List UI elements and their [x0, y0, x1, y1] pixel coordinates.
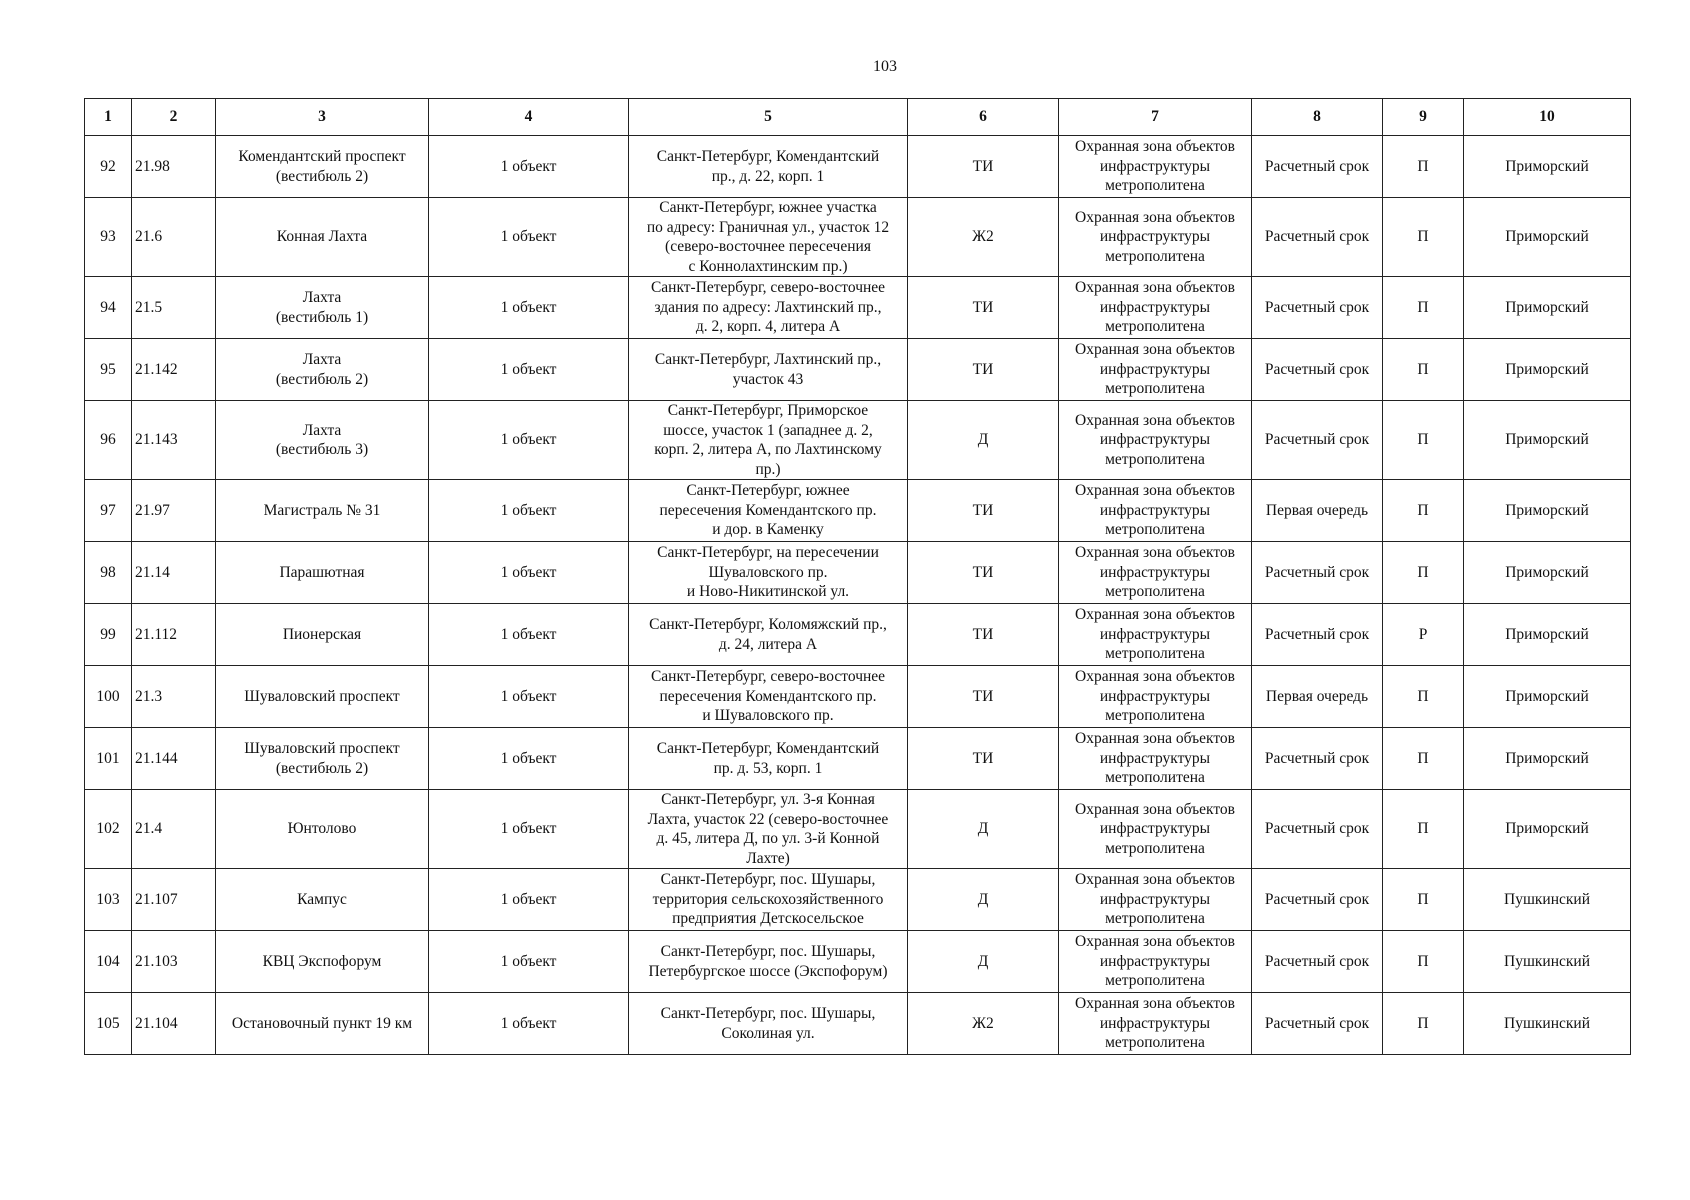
column-header: 4 — [429, 99, 629, 136]
restriction-zone: Охранная зона объектов инфраструктуры метрополитена — [1059, 339, 1252, 401]
object-quantity: 1 объект — [429, 542, 629, 604]
object-quantity: 1 объект — [429, 728, 629, 790]
page-number: 103 — [873, 58, 897, 75]
column-header: 9 — [1383, 99, 1464, 136]
restriction-zone: Охранная зона объектов инфраструктуры метрополитена — [1059, 666, 1252, 728]
column-header: 10 — [1464, 99, 1631, 136]
table-row — [85, 480, 1631, 542]
object-address: Санкт-Петербург, Лахтинский пр., участок 43 — [629, 339, 908, 401]
row-number: 99 — [85, 604, 132, 666]
restriction-zone: Охранная зона объектов инфраструктуры метрополитена — [1059, 198, 1252, 277]
object-name: Магистраль № 31 — [216, 480, 429, 542]
row-number: 102 — [85, 790, 132, 869]
column-header: 8 — [1252, 99, 1383, 136]
restriction-zone: Охранная зона объектов инфраструктуры метрополитена — [1059, 790, 1252, 869]
column-header: 6 — [908, 99, 1059, 136]
object-quantity: 1 объект — [429, 790, 629, 869]
zone-code: ТИ — [908, 542, 1059, 604]
district-name: Приморский — [1464, 480, 1631, 542]
implementation-term: Первая очередь — [1252, 480, 1383, 542]
restriction-zone: Охранная зона объектов инфраструктуры метрополитена — [1059, 401, 1252, 480]
restriction-zone: Охранная зона объектов инфраструктуры метрополитена — [1059, 480, 1252, 542]
object-code: 21.98 — [132, 136, 216, 198]
object-address: Санкт-Петербург, северо-восточнее пересечения Комендантского пр. и Шуваловского пр. — [629, 666, 908, 728]
object-status: Р — [1383, 604, 1464, 666]
object-status: П — [1383, 728, 1464, 790]
object-quantity: 1 объект — [429, 666, 629, 728]
object-code: 21.5 — [132, 277, 216, 339]
column-header: 1 — [85, 99, 132, 136]
object-name: Пионерская — [216, 604, 429, 666]
district-name: Приморский — [1464, 277, 1631, 339]
zone-code: ТИ — [908, 666, 1059, 728]
table-row — [85, 728, 1631, 790]
object-address: Санкт-Петербург, пос. Шушары, территория сельскохозяйственного предприятия Детскосельское — [629, 869, 908, 931]
zone-code: ТИ — [908, 480, 1059, 542]
table-row — [85, 198, 1631, 277]
implementation-term: Расчетный срок — [1252, 542, 1383, 604]
object-name: Конная Лахта — [216, 198, 429, 277]
object-code: 21.107 — [132, 869, 216, 931]
restriction-zone: Охранная зона объектов инфраструктуры метрополитена — [1059, 542, 1252, 604]
district-name: Приморский — [1464, 666, 1631, 728]
implementation-term: Расчетный срок — [1252, 790, 1383, 869]
zone-code: Ж2 — [908, 198, 1059, 277]
zone-code: ТИ — [908, 339, 1059, 401]
restriction-zone: Охранная зона объектов инфраструктуры метрополитена — [1059, 604, 1252, 666]
table-row — [85, 401, 1631, 480]
object-quantity: 1 объект — [429, 136, 629, 198]
object-code: 21.4 — [132, 790, 216, 869]
object-name: Шуваловский проспект — [216, 666, 429, 728]
table-row — [85, 542, 1631, 604]
row-number: 95 — [85, 339, 132, 401]
implementation-term: Расчетный срок — [1252, 277, 1383, 339]
object-status: П — [1383, 931, 1464, 993]
restriction-zone: Охранная зона объектов инфраструктуры метрополитена — [1059, 993, 1252, 1055]
object-name: Комендантский проспект (вестибюль 2) — [216, 136, 429, 198]
district-name: Приморский — [1464, 790, 1631, 869]
table-row — [85, 993, 1631, 1055]
data-table — [84, 98, 1631, 1055]
row-number: 105 — [85, 993, 132, 1055]
table-header — [85, 99, 1631, 136]
zone-code: Д — [908, 790, 1059, 869]
table-row — [85, 790, 1631, 869]
implementation-term: Расчетный срок — [1252, 136, 1383, 198]
object-address: Санкт-Петербург, ул. 3-я Конная Лахта, участок 22 (северо-восточнее д. 45, литера Д, по ул. 3-й Конной Лахте) — [629, 790, 908, 869]
column-header: 5 — [629, 99, 908, 136]
object-address: Санкт-Петербург, северо-восточнее здания по адресу: Лахтинский пр., д. 2, корп. 4, литера А — [629, 277, 908, 339]
restriction-zone: Охранная зона объектов инфраструктуры метрополитена — [1059, 728, 1252, 790]
object-name: Шуваловский проспект (вестибюль 2) — [216, 728, 429, 790]
object-name: Кампус — [216, 869, 429, 931]
restriction-zone: Охранная зона объектов инфраструктуры метрополитена — [1059, 277, 1252, 339]
zone-code: Ж2 — [908, 993, 1059, 1055]
object-name: Парашютная — [216, 542, 429, 604]
object-name: Лахта (вестибюль 2) — [216, 339, 429, 401]
zone-code: Д — [908, 931, 1059, 993]
object-name: Остановочный пункт 19 км — [216, 993, 429, 1055]
row-number: 104 — [85, 931, 132, 993]
object-name: Юнтолово — [216, 790, 429, 869]
object-address: Санкт-Петербург, пос. Шушары, Соколиная ул. — [629, 993, 908, 1055]
object-address: Санкт-Петербург, Коломяжский пр., д. 24, литера А — [629, 604, 908, 666]
object-address: Санкт-Петербург, Приморское шоссе, участок 1 (западнее д. 2, корп. 2, литера А, по Лахтинскому пр.) — [629, 401, 908, 480]
object-code: 21.6 — [132, 198, 216, 277]
object-code: 21.14 — [132, 542, 216, 604]
row-number: 96 — [85, 401, 132, 480]
object-quantity: 1 объект — [429, 993, 629, 1055]
object-name: КВЦ Экспофорум — [216, 931, 429, 993]
object-status: П — [1383, 666, 1464, 728]
implementation-term: Первая очередь — [1252, 666, 1383, 728]
table-row — [85, 277, 1631, 339]
district-name: Приморский — [1464, 401, 1631, 480]
district-name: Приморский — [1464, 728, 1631, 790]
restriction-zone: Охранная зона объектов инфраструктуры метрополитена — [1059, 136, 1252, 198]
row-number: 92 — [85, 136, 132, 198]
row-number: 98 — [85, 542, 132, 604]
object-quantity: 1 объект — [429, 198, 629, 277]
district-name: Приморский — [1464, 198, 1631, 277]
column-header: 2 — [132, 99, 216, 136]
zone-code: ТИ — [908, 136, 1059, 198]
object-code: 21.112 — [132, 604, 216, 666]
table-row — [85, 869, 1631, 931]
object-address: Санкт-Петербург, на пересечении Шуваловского пр. и Ново-Никитинской ул. — [629, 542, 908, 604]
table-row — [85, 931, 1631, 993]
zone-code: ТИ — [908, 728, 1059, 790]
object-address: Санкт-Петербург, южнее пересечения Комендантского пр. и дор. в Каменку — [629, 480, 908, 542]
district-name: Приморский — [1464, 604, 1631, 666]
header-row — [85, 99, 1631, 136]
implementation-term: Расчетный срок — [1252, 931, 1383, 993]
zone-code: ТИ — [908, 604, 1059, 666]
object-quantity: 1 объект — [429, 604, 629, 666]
table-body — [85, 136, 1631, 1055]
table-row — [85, 339, 1631, 401]
column-header: 3 — [216, 99, 429, 136]
object-status: П — [1383, 136, 1464, 198]
object-status: П — [1383, 790, 1464, 869]
object-code: 21.142 — [132, 339, 216, 401]
object-status: П — [1383, 993, 1464, 1055]
object-status: П — [1383, 339, 1464, 401]
district-name: Приморский — [1464, 339, 1631, 401]
implementation-term: Расчетный срок — [1252, 869, 1383, 931]
row-number: 100 — [85, 666, 132, 728]
restriction-zone: Охранная зона объектов инфраструктуры метрополитена — [1059, 869, 1252, 931]
district-name: Приморский — [1464, 136, 1631, 198]
table-row — [85, 666, 1631, 728]
object-status: П — [1383, 542, 1464, 604]
object-status: П — [1383, 869, 1464, 931]
object-status: П — [1383, 198, 1464, 277]
object-code: 21.97 — [132, 480, 216, 542]
object-address: Санкт-Петербург, Комендантский пр., д. 22, корп. 1 — [629, 136, 908, 198]
implementation-term: Расчетный срок — [1252, 728, 1383, 790]
implementation-term: Расчетный срок — [1252, 604, 1383, 666]
object-address: Санкт-Петербург, Комендантский пр. д. 53, корп. 1 — [629, 728, 908, 790]
object-code: 21.143 — [132, 401, 216, 480]
object-quantity: 1 объект — [429, 339, 629, 401]
object-status: П — [1383, 401, 1464, 480]
object-code: 21.104 — [132, 993, 216, 1055]
implementation-term: Расчетный срок — [1252, 401, 1383, 480]
object-status: П — [1383, 480, 1464, 542]
object-quantity: 1 объект — [429, 401, 629, 480]
row-number: 97 — [85, 480, 132, 542]
district-name: Пушкинский — [1464, 931, 1631, 993]
object-quantity: 1 объект — [429, 480, 629, 542]
zone-code: Д — [908, 401, 1059, 480]
object-quantity: 1 объект — [429, 277, 629, 339]
row-number: 101 — [85, 728, 132, 790]
zone-code: Д — [908, 869, 1059, 931]
object-address: Санкт-Петербург, пос. Шушары, Петербургское шоссе (Экспофорум) — [629, 931, 908, 993]
restriction-zone: Охранная зона объектов инфраструктуры метрополитена — [1059, 931, 1252, 993]
object-code: 21.144 — [132, 728, 216, 790]
object-name: Лахта (вестибюль 3) — [216, 401, 429, 480]
implementation-term: Расчетный срок — [1252, 339, 1383, 401]
row-number: 94 — [85, 277, 132, 339]
implementation-term: Расчетный срок — [1252, 993, 1383, 1055]
object-status: П — [1383, 277, 1464, 339]
object-name: Лахта (вестибюль 1) — [216, 277, 429, 339]
row-number: 103 — [85, 869, 132, 931]
object-code: 21.3 — [132, 666, 216, 728]
district-name: Приморский — [1464, 542, 1631, 604]
object-code: 21.103 — [132, 931, 216, 993]
implementation-term: Расчетный срок — [1252, 198, 1383, 277]
object-address: Санкт-Петербург, южнее участка по адресу: Граничная ул., участок 12 (северо-восточнее пересечения с Коннолахтинским пр.) — [629, 198, 908, 277]
object-quantity: 1 объект — [429, 931, 629, 993]
row-number: 93 — [85, 198, 132, 277]
district-name: Пушкинский — [1464, 993, 1631, 1055]
column-header: 7 — [1059, 99, 1252, 136]
table-row — [85, 136, 1631, 198]
table-row — [85, 604, 1631, 666]
zone-code: ТИ — [908, 277, 1059, 339]
district-name: Пушкинский — [1464, 869, 1631, 931]
object-quantity: 1 объект — [429, 869, 629, 931]
